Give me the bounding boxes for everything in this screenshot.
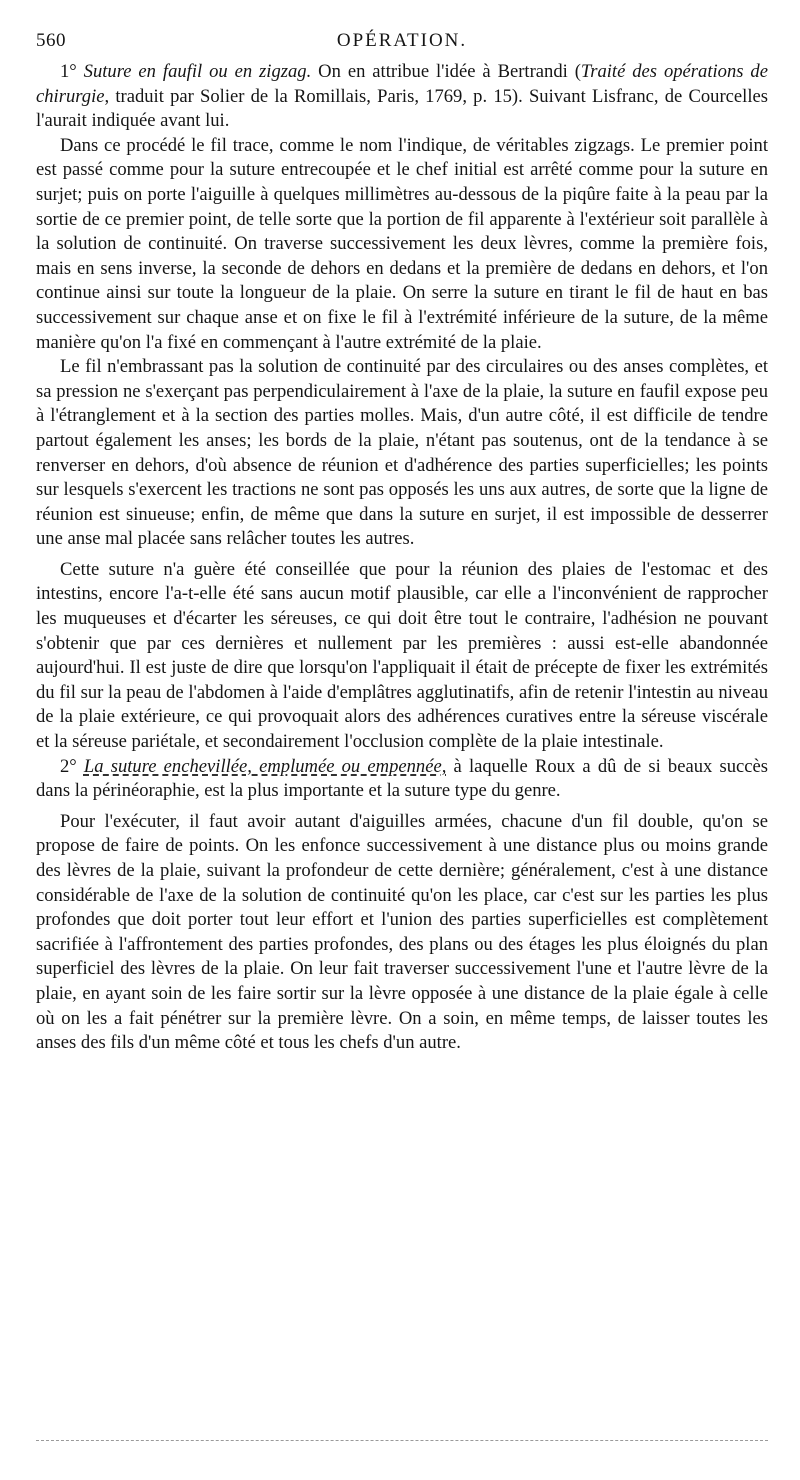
book-page: [36, 30, 768, 1056]
paragraph-suture-faufil-intro: [36, 60, 768, 134]
section-number: 2°: [60, 755, 77, 777]
section-number: 1°: [60, 61, 77, 82]
paragraph-advantages: Le fil n'embrassant pas la solution de continuité par des circulaires ou des anses complètes, et sa pression ne s'exerçant pas perpendiculairement à l'axe de la plaie, la suture en faufil expose peu à l'étranglement et à la section des parties molles. Mais, d'un autre côté, il est difficile de tendre partout également les anses; les bords de la plaie, n'étant pas soutenus, ont de la tendance à se renverser en dehors, d'où absence de réunion et d'adhérence des parties superficielles; les points sur lesquels s'exercent les tractions ne sont pas opposés les uns aux autres, de sorte que la ligne de réunion est sinueuse; enfin, de même que dans la suture en surjet, il est impossible de desserrer une anse mal placée sans relâcher toutes les autres.: [36, 356, 768, 550]
paragraph-text: On en attribue l'idée à Bertrandi (: [318, 61, 581, 82]
paragraph-execution: Pour l'exécuter, il faut avoir autant d'aiguilles armées, chacune d'un fil double, qu'on se propose de faire de points. On les enfonce successivement à une distance plus ou moins grande des lèvres de la plaie, suivant la profondeur de cette dernière; généralement, c'est à une distance considérable de l'axe de la solution de continuité qu'on les place, car c'est sur les parties les plus profondes que doit porter tout leur effort et l'union des parties superficielles est complètement sacrifiée à l'affrontement des parties profondes, des plans ou des étages les plus éloignés du plan superficiel des lèvres de la plaie. On leur fait traverser successivement l'une et l'autre lèvre de la plaie, en ayant soin de les faire sortir sur la lèvre opposée à une distance de la plaie égale à celle où on les a fait pénétrer sur la première lèvre. On a soin, en même temps, de laisser toutes les anses des fils d'un même côté et tous les chefs d'un autre.: [36, 810, 768, 1054]
paragraph-suture-enchevillee-intro: [36, 755, 768, 804]
body-text: [36, 60, 768, 1056]
running-title: OPÉRATION.: [336, 30, 468, 51]
paragraph-indications: Cette suture n'a guère été conseillée que pour la réunion des plaies de l'estomac et des intestins, encore l'a-t-elle été sans aucun motif plausible, car elle a l'inconvénient de rapprocher les muqueuses et d'écarter les séreuses, ce qui doit être tout le contraire, l'adhésion ne pouvant s'obtenir que par ces dernières et nullement par les premières : aussi est-elle abandonnée aujourd'hui. Il est juste de dire que lorsqu'on l'appliquait il était de précepte de fixer les extrémités du fil sur la peau de l'abdomen à l'aide d'emplâtres agglutinatifs, afin de retenir l'intestin au niveau de la plaie extérieure, ce qui provoquait alors des adhérences curatives entre la séreuse viscérale et la séreuse pariétale, et secondairement l'occlusion complète de la plaie intestinale.: [36, 558, 768, 753]
footer-rule: [36, 1440, 768, 1441]
section-title: Suture en faufil ou en zigzag.: [83, 61, 312, 82]
paragraph-text: , traduit par Solier de la Romillais, Paris, 1769, p. 15). Suivant Lisfranc, de Courcelles l'aurait indiquée avant lui.: [36, 85, 768, 132]
running-head: [36, 30, 768, 60]
section-title: La suture enchevillée, emplumée ou empennée,: [83, 755, 447, 777]
citation-title: Traité des opérations de chirurgie: [36, 61, 768, 107]
page-number: 560: [36, 30, 66, 51]
paragraph-text: à laquelle Roux a dû de si beaux succès dans la périnéoraphie, est la plus importante et la suture type du genre.: [36, 755, 768, 802]
paragraph-procedure: Dans ce procédé le fil trace, comme le nom l'indique, de véritables zigzags. Le premier point est passé comme pour la suture entrecoupée et le chef initial est arrêté comme pour la suture en surjet; puis on porte l'aiguille à quelques millimètres au-dessous de la piqûre faite à la peau par la sortie de ce premier point, de telle sorte que la portion de fil apparente à l'extérieur soit parallèle à la solution de continuité. On traverse successivement les deux lèvres, comme la première fois, mais en sens inverse, la seconde de dehors en dedans et la première de dedans en dehors, et l'on continue ainsi sur toute la longueur de la plaie. On serre la suture en tirant le fil de haut en bas successivement sur chaque anse et on fixe le fil à l'extrémité inférieure de la suture, de la même manière qu'on l'a fixé en commençant à l'autre extrémité de la plaie.: [36, 134, 768, 353]
